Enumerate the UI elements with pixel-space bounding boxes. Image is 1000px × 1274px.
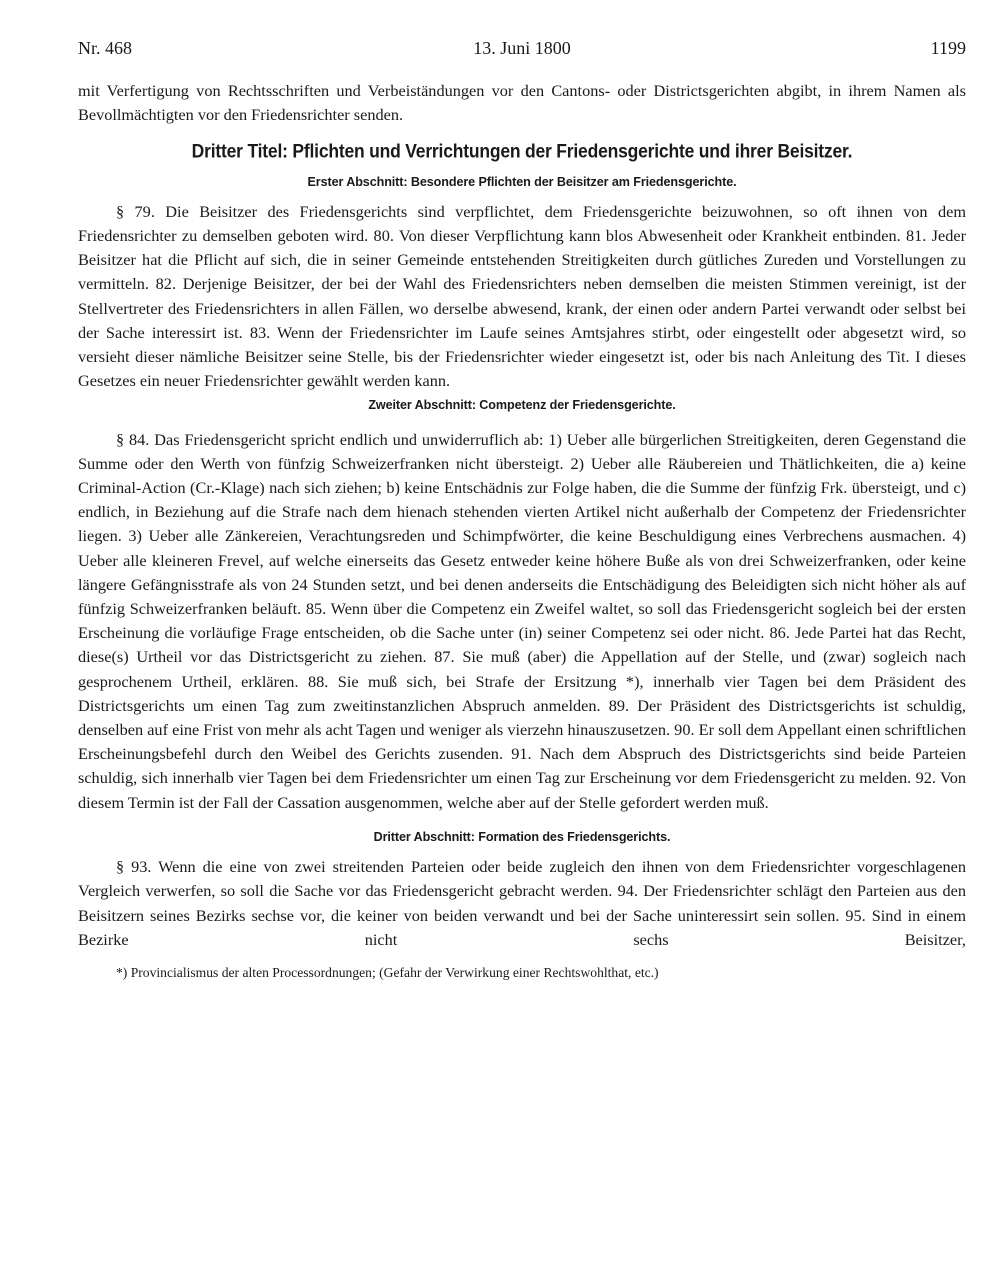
section-2-paragraph: § 84. Das Friedensgericht spricht endlich und unwiderruflich ab: 1) Ueber alle bürgerlichen Streitigkeiten, deren Gegenstand die Summe oder den Werth von fünfzig Schweizerfranken nicht übersteigt. 2) Ueber alle Räubereien und Thätlichkeiten, die a) keine Criminal-Action (Cr.-Klage) nach sich ziehen; b) keine Entschädnis zur Folge haben, die die Summe der fünfzig Frk. übersteigt, und c) endlich, in Beziehung auf die Strafe nach dem hienach stehenden vierten Artikel nicht außerhalb der Competenz der Friedensrichter liegen. 3) Ueber alle Zänkereien, Verachtungsreden und Schimpfwörter, die keine Beschuldigung eines Verbrechens ausmachen. 4) Ueber alle kleineren Frevel, auf welche einerseits das Gesetz entweder keine höhere Buße als von drei Schweizerfranken, oder keine längere Gefängnisstrafe als von 24 Stunden setzt, und bei denen anderseits die Entschädigung des Beleidigten sich nicht höher als auf fünfzig Schweizerfranken beläuft. 85. Wenn über die Competenz ein Zweifel waltet, so soll das Friedensgericht sogleich bei der ersten Erscheinung die vorläufige Frage entscheiden, ob die Sache unter (in) seiner Competenz sei oder nicht. 86. Jede Partei hat das Recht, diese(s) Urtheil vor das Districtsgericht zu ziehen. 87. Sie muß (aber) die Appellation auf der Stelle, und (zwar) sogleich nach gesprochenem Urtheil, erklären. 88. Sie muß sich, bei Strafe der Ersitzung *), innerhalb vier Tagen bei dem Präsident des Districtsgerichts um einen Tag zum zweitinstanzlichen Abspruch anmelden. 89. Der Präsident des Districtsgerichts ist schuldig, denselben auf eine Frist von mehr als acht Tagen und weniger als vierzehn hinauszusetzen. 90. Er soll dem Appellant einen schriftlichen Erscheinungsbefehl durch den Weibel des Gerichts zusenden. 91. Nach dem Abspruch des Districtsgerichts sind beide Parteien schuldig, sich innerhalb vier Tagen bei dem Friedensrichter um einen Tag zur Erscheinung vor dem Friedensgericht zu melden. 92. Von diesem Termin ist der Fall der Cassation ausgenommen, welche aber auf der Stelle gefordert werden muß.	[78, 429, 966, 812]
footnote: *) Provincialismus der alten Processordnungen; (Gefahr der Verwirkung einer Rechtswohlthat, etc.)	[116, 964, 659, 980]
body-text	[78, 79, 966, 985]
document-date: 13. Juni 1800	[473, 38, 571, 58]
section-1-paragraph: § 79. Die Beisitzer des Friedensgerichts sind verpflichtet, dem Friedensgerichte beizuwohnen, so oft ihnen von dem Friedensrichter zu demselben geboten wird. 80. Von dieser Verpflichtung kann blos Abwesenheit oder Krankheit entbinden. 81. Jeder Beisitzer hat die Pflicht auf sich, die in seiner Gemeinde entstehenden Streitigkeiten durch gütliches Zureden und Vorstellungen zu vermitteln. 82. Derjenige Beisitzer, der bei der Wahl des Friedensrichters neben demselben die meisten Stimmen vereinigt, ist der Stellvertreter des Friedensrichters in allen Fällen, wo derselbe abwesend, krank, der einen oder andern Partei verwandt oder selbst bei der Sache interessirt ist. 83. Wenn der Friedensrichter im Laufe seines Amtsjahres stirbt, oder eingestellt oder abgesetzt wird, so versieht dieser nämliche Beisitzer seine Stelle, bis der Friedensrichter wieder eingesetzt ist, oder bis nach Anleitung des Tit. I dieses Gesetzes ein neuer Friedensrichter gewählt werden kann.	[78, 201, 966, 391]
section-heading-3: Dritter Abschnitt: Formation des Friedensgerichts.	[373, 829, 671, 844]
chapter-title: Dritter Titel: Pflichten und Verrichtungen der Friedensgerichte und ihrer Beisitzer.	[191, 140, 853, 163]
intro-paragraph: mit Verfertigung von Rechtsschriften und Verbeiständungen vor den Cantons- oder Districtsgerichten abgibt, in ihrem Namen als Bevollmächtigten vor den Friedensrichter senden.	[78, 81, 966, 125]
section-heading-2: Zweiter Abschnitt: Competenz der Friedensgerichte.	[368, 398, 676, 413]
page-number: 1199	[930, 38, 966, 58]
section-3-paragraph: § 93. Wenn die eine von zwei streitenden Parteien oder beide zugleich den ihnen von dem Friedensrichter vorgeschlagenen Vergleich verwerfen, so soll die Sache vor das Friedensgericht gebracht werden. 94. Der Friedensrichter schlägt den Parteien aus den Beisitzern seines Bezirks sechse vor, die keiner von beiden verwandt und bei der Sache uninteressirt sein sollen. 95. Sind in einem Bezirke nicht sechs Beisitzer,	[78, 857, 966, 949]
document-number: Nr. 468	[78, 38, 132, 58]
document-page	[78, 30, 966, 985]
page-header	[78, 30, 966, 60]
section-heading-1: Erster Abschnitt: Besondere Pflichten der Beisitzer am Friedensgerichte.	[307, 174, 737, 189]
